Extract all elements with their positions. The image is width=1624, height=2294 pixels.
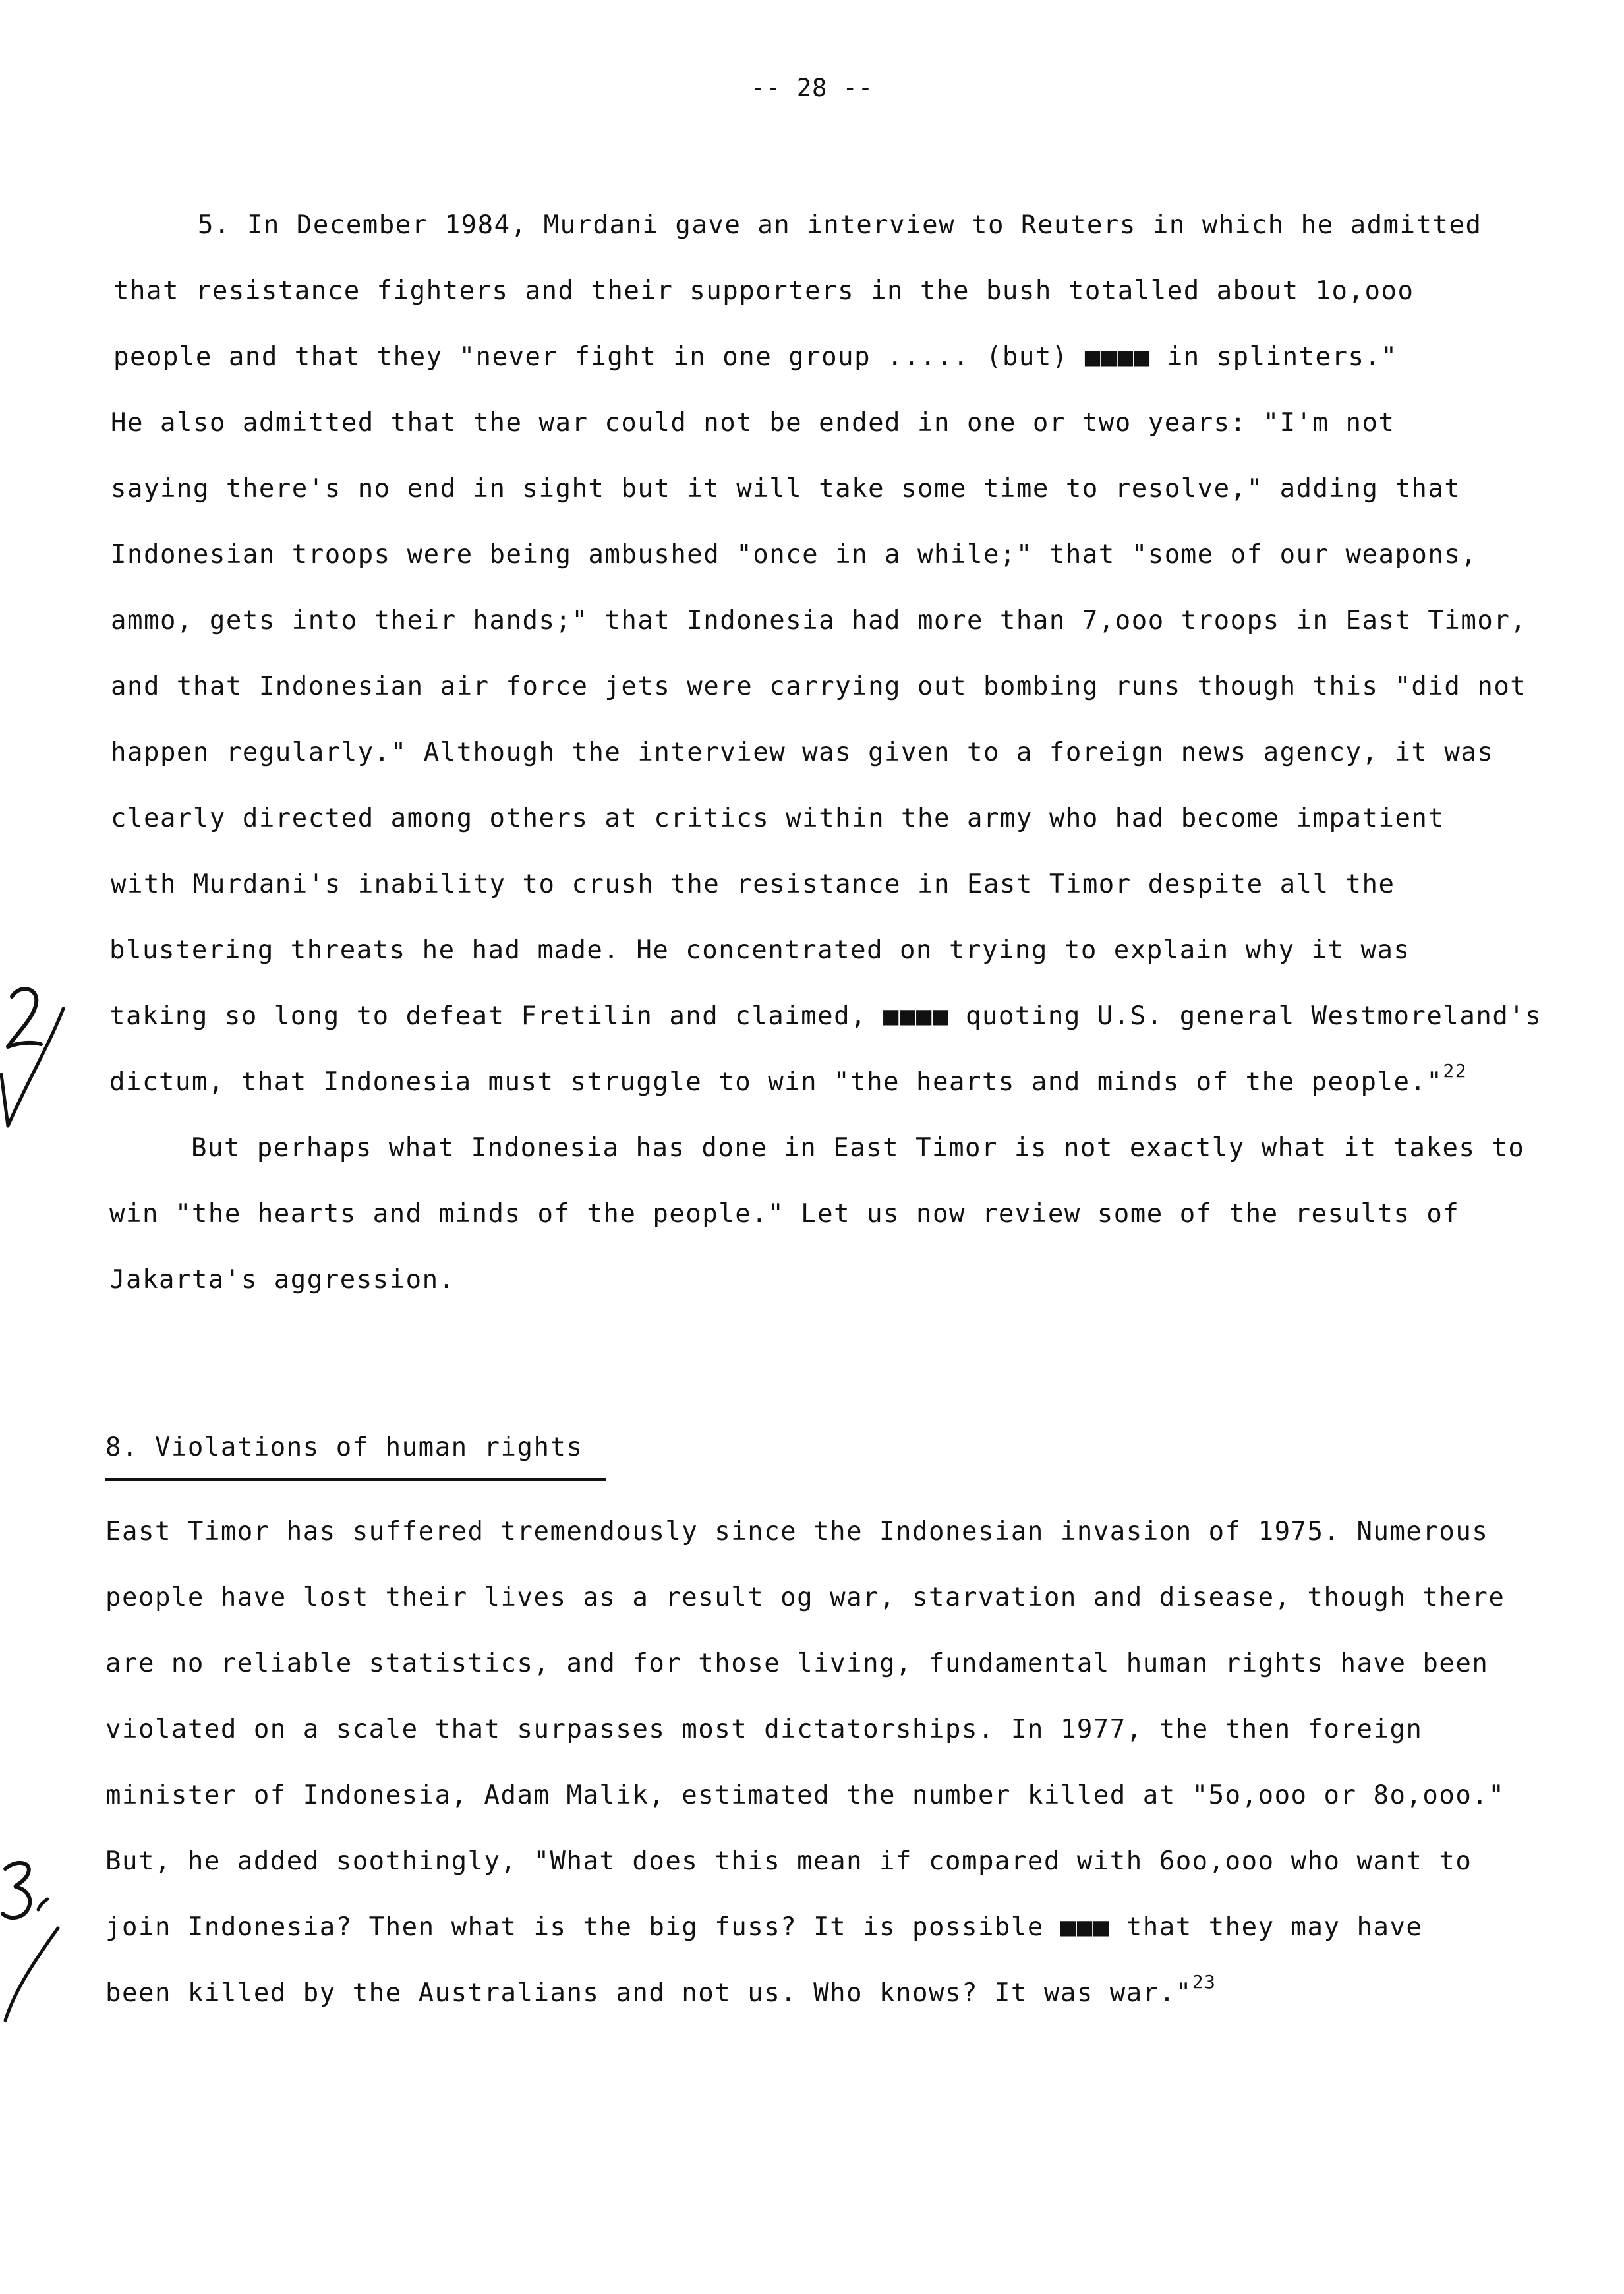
p5-line-14 [109,1060,1468,1098]
s8-line-1: East Timor has suffered tremendously since the Indonesian invasion of 1975. Numerous [105,1517,1489,1546]
s8-line-3: are no reliable statistics, and for those living, fundamental human rights have been [105,1649,1489,1678]
p5-line-14-text: dictum, that Indonesia must struggle to win "the hearts and minds of the people." [109,1067,1443,1097]
p5-line-10: clearly directed among others at critics within the army who had become impatient [111,804,1445,833]
p5-line-13: taking so long to defeat Fretilin and claimed, ■■■■ quoting U.S. general Westmoreland's [109,1001,1542,1031]
s8-line-8-text: been killed by the Australians and not us. Who knows? It was war." [105,1978,1192,2008]
p5-line-1: 5. In December 1984, Murdani gave an interview to Reuters in which he admitted [198,210,1482,240]
p5-line-12: blustering threats he had made. He concentrated on trying to explain why it was [109,935,1410,965]
p5-line-2: that resistance fighters and their supporters in the bush totalled about 1o,ooo [113,276,1414,306]
handwritten-mark-2 [0,982,79,1134]
p6-line-3: Jakarta's aggression. [109,1265,455,1295]
s8-line-8 [105,1971,1217,2009]
handwritten-mark-3 [0,1856,79,2027]
p5-line-6: Indonesian troops were being ambushed "once in a while;" that "some of our weapons, [111,540,1478,570]
p5-line-5: saying there's no end in sight but it will take some time to resolve," adding that [111,474,1461,504]
p5-line-3: people and that they "never fight in one group ..... (but) ■■■■ in splinters." [113,342,1398,372]
footnote-22: 22 [1443,1060,1468,1082]
p5-line-7: ammo, gets into their hands;" that Indonesia had more than 7,ooo troops in East Timor, [111,606,1527,635]
section-heading: 8. Violations of human rights [105,1432,583,1462]
page-number: -- 28 -- [750,74,874,102]
s8-line-4: violated on a scale that surpasses most dictatorships. In 1977, the then foreign [105,1715,1423,1744]
s8-line-7: join Indonesia? Then what is the big fuss? It is possible ■■■ that they may have [105,1912,1423,1942]
s8-line-2: people have lost their lives as a result og war, starvation and disease, though there [105,1583,1505,1612]
s8-line-6: But, he added soothingly, "What does this mean if compared with 6oo,ooo who want to [105,1846,1472,1876]
p5-line-9: happen regularly." Although the interview was given to a foreign news agency, it was [111,738,1494,767]
footnote-23: 23 [1192,1971,1217,1993]
heading-underline [105,1478,606,1481]
s8-line-5: minister of Indonesia, Adam Malik, estimated the number killed at "5o,ooo or 8o,ooo." [105,1780,1505,1810]
p5-line-8: and that Indonesian air force jets were carrying out bombing runs though this "did not [111,672,1527,701]
p5-line-11: with Murdani's inability to crush the resistance in East Timor despite all the [111,869,1395,899]
p6-line-1: But perhaps what Indonesia has done in East Timor is not exactly what it takes to [191,1133,1525,1163]
p6-line-2: win "the hearts and minds of the people." Let us now review some of the results of [109,1199,1460,1229]
p5-line-4: He also admitted that the war could not be ended in one or two years: "I'm not [111,408,1395,438]
